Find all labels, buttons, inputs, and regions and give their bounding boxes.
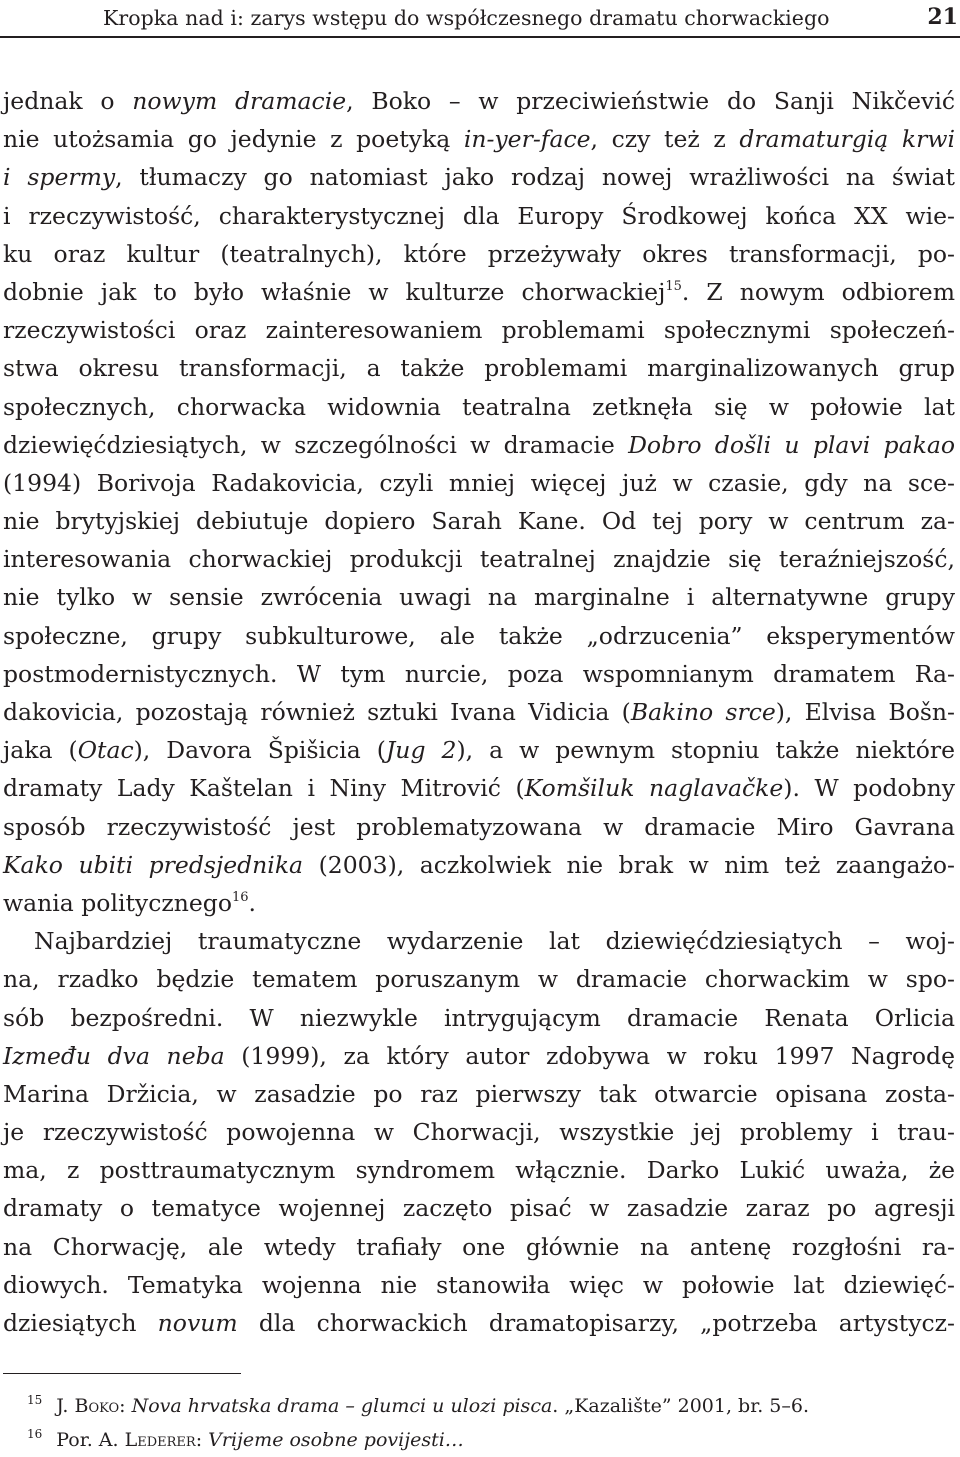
- text-line: dobnie jak to było właśnie w kulturze chorwackiej$^{15}$. Z nowym odbiorem: [3, 277, 955, 306]
- text-line: dramaty Lady Kaštelan i Niny Mitrović (Komšiluk naglavačke). W podobny: [3, 774, 955, 803]
- text-line: diowych. Tematyka wojenna nie stanowiła więc w połowie lat dziewięć-: [3, 1270, 955, 1299]
- text-line: Kako ubiti predsjednika (2003), aczkolwiek nie brak w nim też zaangażo-: [3, 850, 955, 879]
- text-line: sób bezpośredni. W niezwykle intrygującym dramacie Renata Orlicia: [3, 1003, 955, 1032]
- footnotes: [27, 1389, 927, 1457]
- text-line: i rzeczywistość, charakterystycznej dla Europy Środkowej końca XX wie-: [3, 201, 955, 230]
- text-line: społecznych, chorwacka widownia teatralna zetknęła się w połowie lat: [3, 392, 955, 421]
- text-line: dziewięćdziesiątych, w szczególności w dramacie Dobro došli u plavi pakao: [3, 430, 955, 459]
- text-line: je rzeczywistość powojenna w Chorwacji, wszystkie jej problemy i trau-: [3, 1118, 955, 1147]
- text-line: Marina Držicia, w zasadzie po raz pierwszy tak otwarcie opisana zosta-: [3, 1079, 955, 1108]
- body-text: [3, 82, 955, 1342]
- text-line: dziesiątych novum dla chorwackich dramatopisarzy, „potrzeba artystycz-: [3, 1309, 955, 1337]
- header-rule: [0, 36, 960, 38]
- text-line: Najbardziej traumatyczne wydarzenie lat dziewięćdziesiątych – woj-: [34, 927, 955, 956]
- text-line: nie tylko w sensie zwrócenia uwagi na marginalne i alternatywne grupy: [3, 583, 955, 612]
- text-line: dakovicia, pozostają również sztuki Ivana Vidicia (Bakino srce), Elvisa Bošn-: [3, 698, 955, 726]
- text-line: ma, z posttraumatycznym syndromem włącznie. Darko Lukić uważa, że: [3, 1156, 955, 1185]
- text-line: interesowania chorwackiej produkcji teatralnej znajdzie się teraźniejszość,: [3, 545, 955, 574]
- footnote: $^{15}$ J. Boko: Nova hrvatska drama – glumci u ulozi pisca. „Kazalište” 2001, br. 5–6.: [27, 1393, 809, 1417]
- footnote: $^{16}$ Por. A. Lederer: Vrijeme osobne povijesti…: [27, 1427, 464, 1451]
- text-line: na Chorwację, ale wtedy trafiały one głównie na antenę rozgłośni ra-: [3, 1232, 955, 1261]
- running-head: Kropka nad i: zarys wstępu do współczesnego dramatu chorwackiego: [103, 6, 830, 30]
- text-line: stwa okresu transformacji, a także problemami marginalizowanych grup: [3, 354, 955, 383]
- text-line: i spermy, tłumaczy go natomiast jako rodzaj nowej wrażliwości na świat: [3, 163, 955, 192]
- text-line: postmodernistycznych. W tym nurcie, poza wspomnianym dramatem Ra-: [3, 659, 955, 688]
- text-line: wania politycznego$^{16}$.: [3, 888, 257, 917]
- text-line: dramaty o tematyce wojennej zaczęto pisać w zasadzie zaraz po agresji: [3, 1194, 955, 1223]
- text-line: ku oraz kultur (teatralnych), które przeżywały okres transformacji, po-: [3, 239, 955, 268]
- text-line: (1994) Borivoja Radakovicia, czyli mniej więcej już w czasie, gdy na sce-: [3, 468, 955, 497]
- page-number: 21: [927, 4, 958, 30]
- text-line: nie brytyjskiej debiutuje dopiero Sarah Kane. Od tej pory w centrum za-: [3, 507, 955, 536]
- text-line: nie utożsamia go jedynie z poetyką in-yer-face, czy też z dramaturgią krwi: [3, 125, 955, 154]
- text-line: jednak o nowym dramacie, Boko – w przeciwieństwie do Sanji Nikčević: [3, 87, 955, 115]
- text-line: jaka (Otac), Davora Špišicia (Jug 2), a w pewnym stopniu także niektóre: [3, 736, 955, 765]
- text-line: Između dva neba (1999), za który autor zdobywa w roku 1997 Nagrodę: [3, 1041, 955, 1070]
- text-line: rzeczywistości oraz zainteresowaniem problemami społecznymi społeczeń-: [3, 316, 955, 345]
- text-line: sposób rzeczywistość jest problematyzowana w dramacie Miro Gavrana: [3, 812, 955, 841]
- text-line: społeczne, grupy subkulturowe, ale także „odrzucenia” eksperymentów: [3, 621, 955, 650]
- footnote-rule: [3, 1373, 241, 1374]
- text-line: na, rzadko będzie tematem poruszanym w dramacie chorwackim w spo-: [3, 965, 955, 994]
- page-header: [0, 0, 960, 36]
